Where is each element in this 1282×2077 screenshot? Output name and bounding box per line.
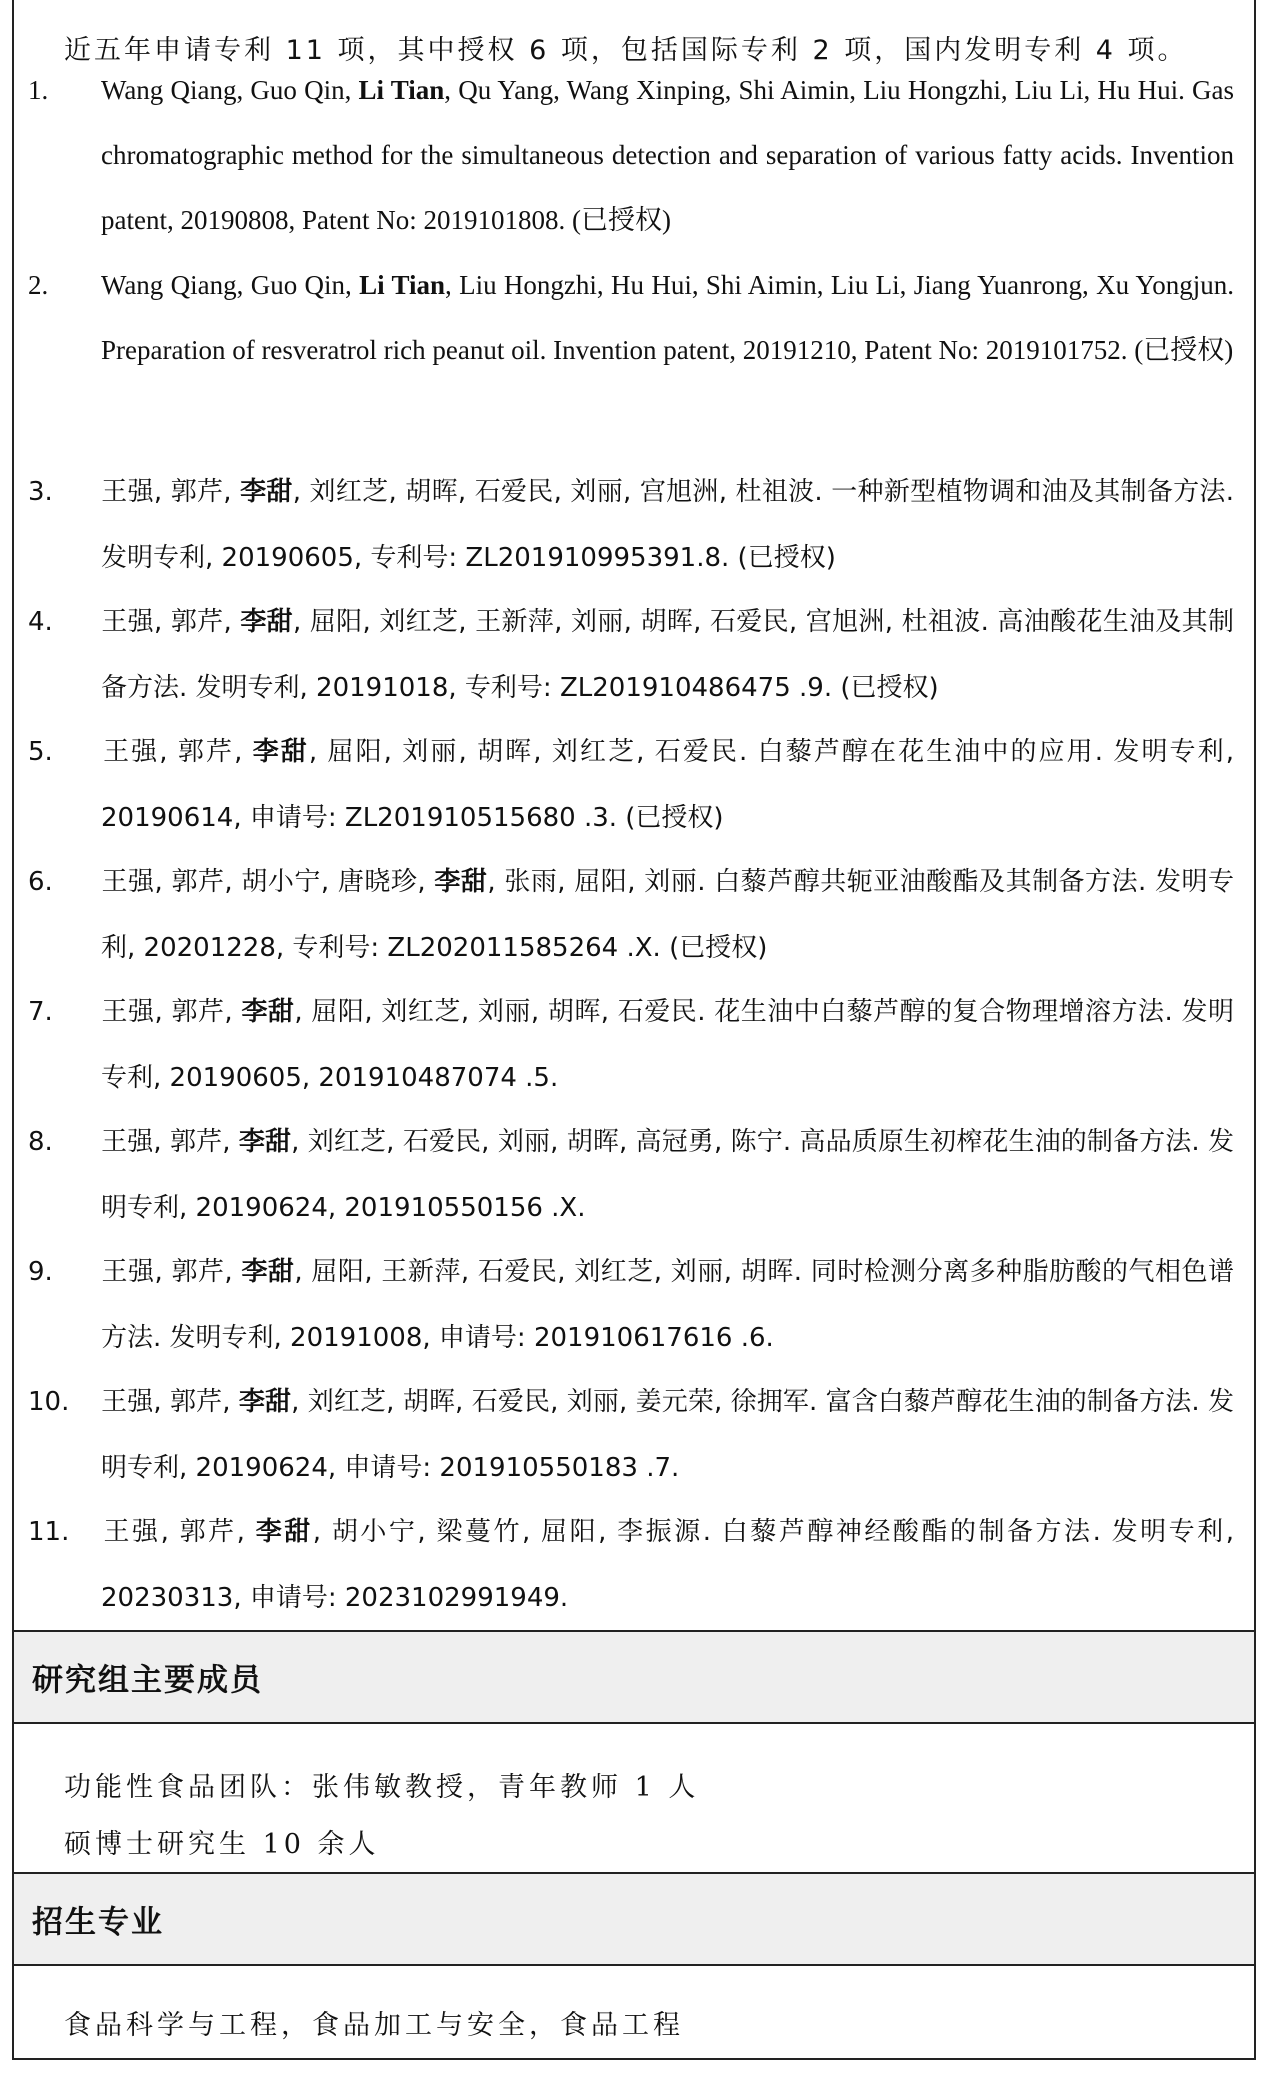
patent-item	[28, 979, 1234, 1111]
patent-details: , 胡小宁, 梁蔓竹, 屈阳, 李振源. 白藜芦醇神经酸酯的制备方法. 发明专利, 20230313, 申请号: 2023102991949.	[101, 1517, 1234, 1613]
patent-highlight-author: 李甜	[240, 477, 293, 507]
patent-details: , 屈阳, 刘红芝, 刘丽, 胡晖, 石爱民. 花生油中白藜芦醇的复合物理增溶方法. 发明专利, 20190605, 201910487074 .5.	[101, 997, 1234, 1093]
patent-highlight-author: 李甜	[252, 737, 309, 767]
patent-details: , 屈阳, 刘红芝, 王新萍, 刘丽, 胡晖, 石爱民, 宫旭洲, 杜祖波. 高油酸花生油及其制备方法. 发明专利, 20191018, 专利号: ZL201910486475 .9. (已授权)	[101, 607, 1235, 703]
patent-authors-pre: 王强, 郭芹,	[101, 1387, 239, 1417]
patent-highlight-author: Li Tian	[359, 270, 446, 300]
patent-authors-pre: 王强, 郭芹,	[101, 1257, 242, 1287]
patent-number: 9.	[28, 1257, 53, 1287]
patent-number: 10.	[28, 1387, 70, 1417]
patent-number: 3.	[28, 477, 53, 507]
patent-item	[28, 1369, 1234, 1501]
patent-authors-pre: 王强, 郭芹,	[101, 737, 253, 767]
patent-item	[28, 253, 1234, 383]
patent-highlight-author: 李甜	[434, 867, 488, 897]
patent-number: 5.	[28, 737, 53, 767]
patent-authors-pre: 王强, 郭芹,	[101, 477, 241, 507]
patent-item	[28, 849, 1234, 981]
patent-item	[28, 589, 1234, 721]
patents-intro: 近五年申请专利 11 项，其中授权 6 项，包括国际专利 2 项，国内发明专利 4 项。	[64, 35, 1188, 66]
patent-details: , 屈阳, 刘丽, 胡晖, 刘红芝, 石爱民. 白藜芦醇在花生油中的应用. 发明专利, 20190614, 申请号: ZL201910515680 .3. (已授权)	[101, 737, 1234, 833]
patent-number: 11.	[28, 1517, 70, 1547]
patent-details: , 屈阳, 王新萍, 石爱民, 刘红芝, 刘丽, 胡晖. 同时检测分离多种脂肪酸的气相色谱方法. 发明专利, 20191008, 申请号: 201910617616 .6.	[101, 1257, 1234, 1353]
members-heading: 研究组主要成员	[32, 1662, 263, 1699]
patents-section	[14, 0, 1254, 1613]
patent-item	[28, 459, 1234, 591]
members-line-students: 硕博士研究生 10 余人	[64, 1829, 380, 1860]
patent-item	[28, 1109, 1234, 1241]
patent-authors-pre: Wang Qiang, Guo Qin,	[101, 270, 360, 300]
patent-number: 2.	[28, 270, 49, 300]
patent-number: 6.	[28, 867, 53, 897]
patent-highlight-author: Li Tian	[358, 75, 445, 105]
members-section-header	[14, 1630, 1254, 1724]
patent-highlight-author: 李甜	[241, 1257, 295, 1287]
patent-details: , 刘红芝, 胡晖, 石爱民, 刘丽, 姜元荣, 徐拥军. 富含白藜芦醇花生油的制备方法. 发明专利, 20190624, 申请号: 201910550183 .7.	[101, 1387, 1234, 1483]
patent-highlight-author: 李甜	[238, 1127, 292, 1157]
patent-highlight-author: 李甜	[240, 607, 293, 637]
patent-number: 4.	[28, 607, 53, 637]
patent-highlight-author: 李甜	[238, 1387, 292, 1417]
patent-item	[28, 1239, 1234, 1371]
patent-item	[28, 58, 1234, 253]
majors-section-header	[14, 1872, 1254, 1966]
patent-details: , 刘红芝, 石爱民, 刘丽, 胡晖, 高冠勇, 陈宁. 高品质原生初榨花生油的制备方法. 发明专利, 20190624, 201910550156 .X.	[101, 1127, 1234, 1223]
patent-item	[28, 719, 1234, 851]
patent-authors-pre: 王强, 郭芹,	[101, 1127, 239, 1157]
patent-details: , Qu Yang, Wang Xinping, Shi Aimin, Liu Hongzhi, Liu Li, Hu Hui. Gas chromatographic method for the simultaneous detection and separation of various fatty acids. Invention patent, 20190808, Patent No: 2019101808. (已授权)	[101, 75, 1234, 235]
patent-highlight-author: 李甜	[241, 997, 295, 1027]
patent-number: 7.	[28, 997, 53, 1027]
patent-item	[28, 1499, 1234, 1631]
patent-authors-pre: Wang Qiang, Guo Qin,	[101, 75, 359, 105]
patent-number: 8.	[28, 1127, 53, 1157]
patent-authors-pre: 王强, 郭芹,	[101, 607, 241, 637]
members-line-team: 功能性食品团队：张伟敏教授，青年教师 1 人	[64, 1772, 700, 1803]
patent-highlight-author: 李甜	[255, 1517, 313, 1547]
patent-number: 1.	[28, 75, 49, 105]
patent-authors-pre: 王强, 郭芹,	[101, 997, 242, 1027]
majors-line: 食品科学与工程，食品加工与安全，食品工程	[64, 2010, 684, 2041]
majors-heading: 招生专业	[32, 1904, 164, 1941]
patent-details: , Liu Hongzhi, Hu Hui, Shi Aimin, Liu Li, Jiang Yuanrong, Xu Yongjun. Preparation of resveratrol rich peanut oil. Invention patent, 20191210, Patent No: 2019101752. (已授权)	[101, 270, 1235, 365]
patent-authors-pre: 王强, 郭芹,	[101, 1517, 256, 1547]
patent-details: , 刘红芝, 胡晖, 石爱民, 刘丽, 宫旭洲, 杜祖波. 一种新型植物调和油及其制备方法. 发明专利, 20190605, 专利号: ZL201910995391.8. (已授权)	[101, 477, 1234, 573]
patent-authors-pre: 王强, 郭芹, 胡小宁, 唐晓珍,	[101, 867, 435, 897]
document-page	[12, 0, 1256, 2060]
patent-details: , 张雨, 屈阳, 刘丽. 白藜芦醇共轭亚油酸酯及其制备方法. 发明专利, 20201228, 专利号: ZL202011585264 .X. (已授权)	[101, 867, 1234, 963]
